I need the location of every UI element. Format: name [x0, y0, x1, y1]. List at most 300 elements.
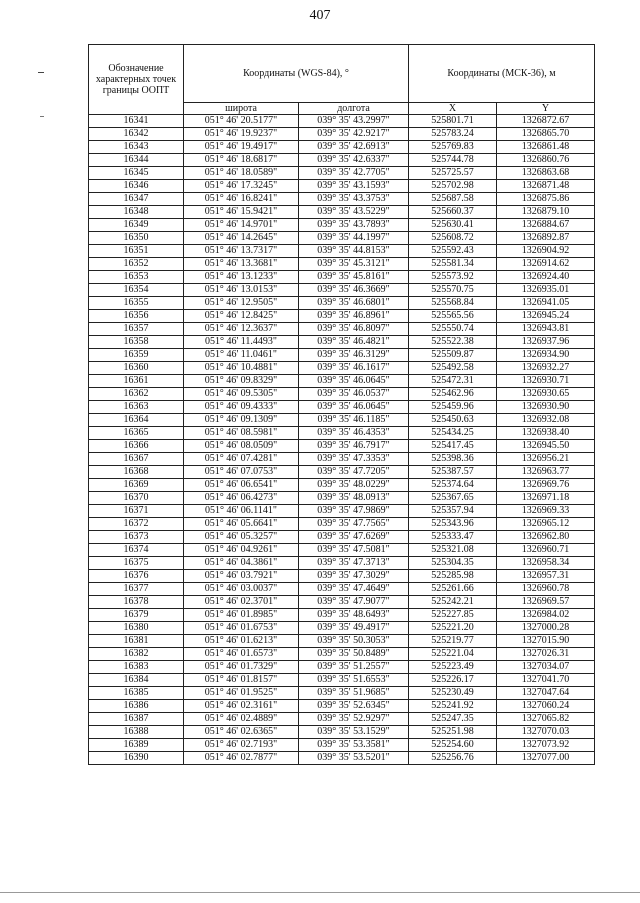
- y-cell: 1327065.82: [497, 713, 595, 726]
- table-row: [89, 206, 595, 219]
- x-cell: 525581.34: [409, 258, 497, 271]
- y-cell: 1326937.96: [497, 336, 595, 349]
- longitude-cell: 039° 35' 46.8097": [299, 323, 409, 336]
- x-cell: 525660.37: [409, 206, 497, 219]
- page-number: 407: [309, 8, 331, 23]
- y-cell: 1326860.76: [497, 154, 595, 167]
- longitude-cell: 039° 35' 47.9869": [299, 505, 409, 518]
- x-cell: 525357.94: [409, 505, 497, 518]
- y-cell: 1326875.86: [497, 193, 595, 206]
- point-id-cell: 16348: [89, 206, 184, 219]
- longitude-cell: 039° 35' 45.8161": [299, 271, 409, 284]
- table-row: [89, 687, 595, 700]
- point-id-cell: 16365: [89, 427, 184, 440]
- latitude-cell: 051° 46' 19.9237": [184, 128, 299, 141]
- point-id-cell: 16360: [89, 362, 184, 375]
- latitude-cell: 051° 46' 07.4281": [184, 453, 299, 466]
- x-cell: 525608.72: [409, 232, 497, 245]
- y-cell: 1326914.62: [497, 258, 595, 271]
- longitude-cell: 039° 35' 47.5081": [299, 544, 409, 557]
- x-cell: 525434.25: [409, 427, 497, 440]
- point-id-cell: 16375: [89, 557, 184, 570]
- x-cell: 525744.78: [409, 154, 497, 167]
- longitude-cell: 039° 35' 47.7205": [299, 466, 409, 479]
- latitude-cell: 051° 46' 11.0461": [184, 349, 299, 362]
- latitude-cell: 051° 46' 14.9701": [184, 219, 299, 232]
- latitude-cell: 051° 46' 09.4333": [184, 401, 299, 414]
- longitude-cell: 039° 35' 53.5201": [299, 752, 409, 765]
- y-cell: 1327060.24: [497, 700, 595, 713]
- y-cell: 1326861.48: [497, 141, 595, 154]
- point-id-cell: 16386: [89, 700, 184, 713]
- x-cell: 525725.57: [409, 167, 497, 180]
- longitude-cell: 039° 35' 43.1593": [299, 180, 409, 193]
- table-row: [89, 271, 595, 284]
- table-row: [89, 232, 595, 245]
- y-cell: 1326935.01: [497, 284, 595, 297]
- table-row: [89, 310, 595, 323]
- point-id-cell: 16347: [89, 193, 184, 206]
- table-row: [89, 752, 595, 765]
- longitude-cell: 039° 35' 47.9077": [299, 596, 409, 609]
- latitude-cell: 051° 46' 06.6541": [184, 479, 299, 492]
- x-cell: 525230.49: [409, 687, 497, 700]
- y-cell: 1326872.67: [497, 115, 595, 128]
- point-id-cell: 16373: [89, 531, 184, 544]
- x-cell: 525573.92: [409, 271, 497, 284]
- point-id-cell: 16382: [89, 648, 184, 661]
- y-cell: 1327077.00: [497, 752, 595, 765]
- longitude-cell: 039° 35' 46.1617": [299, 362, 409, 375]
- x-cell: 525219.77: [409, 635, 497, 648]
- x-cell: 525509.87: [409, 349, 497, 362]
- longitude-cell: 039° 35' 46.3669": [299, 284, 409, 297]
- y-cell: 1327070.03: [497, 726, 595, 739]
- latitude-cell: 051° 46' 09.1309": [184, 414, 299, 427]
- longitude-cell: 039° 35' 47.3353": [299, 453, 409, 466]
- table-row: [89, 362, 595, 375]
- table-row: [89, 167, 595, 180]
- point-id-cell: 16380: [89, 622, 184, 635]
- point-id-cell: 16381: [89, 635, 184, 648]
- longitude-cell: 039° 35' 43.3753": [299, 193, 409, 206]
- table-row: [89, 492, 595, 505]
- table-row: [89, 128, 595, 141]
- latitude-cell: 051° 46' 04.9261": [184, 544, 299, 557]
- longitude-cell: 039° 35' 44.8153": [299, 245, 409, 258]
- y-cell: 1326960.71: [497, 544, 595, 557]
- table-row: [89, 466, 595, 479]
- latitude-cell: 051° 46' 10.4881": [184, 362, 299, 375]
- y-cell: 1326969.57: [497, 596, 595, 609]
- table-row: [89, 440, 595, 453]
- point-id-cell: 16342: [89, 128, 184, 141]
- header-point-designation: Обозначение характерных точек границы ООПТ: [89, 45, 184, 115]
- point-id-cell: 16345: [89, 167, 184, 180]
- x-cell: 525565.56: [409, 310, 497, 323]
- table-row: [89, 726, 595, 739]
- header-wgs84: Координаты (WGS-84), °: [184, 45, 409, 103]
- y-cell: 1326956.21: [497, 453, 595, 466]
- x-cell: 525801.71: [409, 115, 497, 128]
- point-id-cell: 16383: [89, 661, 184, 674]
- table-row: [89, 284, 595, 297]
- x-cell: 525261.66: [409, 583, 497, 596]
- y-cell: 1326892.87: [497, 232, 595, 245]
- latitude-cell: 051° 46' 02.7877": [184, 752, 299, 765]
- longitude-cell: 039° 35' 47.3029": [299, 570, 409, 583]
- latitude-cell: 051° 46' 01.8985": [184, 609, 299, 622]
- point-id-cell: 16384: [89, 674, 184, 687]
- latitude-cell: 051° 46' 02.4889": [184, 713, 299, 726]
- margin-mark: [38, 72, 44, 73]
- y-cell: 1326863.68: [497, 167, 595, 180]
- y-cell: 1326943.81: [497, 323, 595, 336]
- x-cell: 525374.64: [409, 479, 497, 492]
- longitude-cell: 039° 35' 46.1185": [299, 414, 409, 427]
- x-cell: 525367.65: [409, 492, 497, 505]
- table-row: [89, 596, 595, 609]
- point-id-cell: 16374: [89, 544, 184, 557]
- latitude-cell: 051° 46' 15.9421": [184, 206, 299, 219]
- latitude-cell: 051° 46' 13.7317": [184, 245, 299, 258]
- longitude-cell: 039° 35' 48.0913": [299, 492, 409, 505]
- y-cell: 1326879.10: [497, 206, 595, 219]
- header-latitude: широта: [184, 103, 299, 115]
- table-row: [89, 479, 595, 492]
- latitude-cell: 051° 46' 05.3257": [184, 531, 299, 544]
- latitude-cell: 051° 46' 01.6753": [184, 622, 299, 635]
- table-row: [89, 154, 595, 167]
- x-cell: 525570.75: [409, 284, 497, 297]
- longitude-cell: 039° 35' 46.8961": [299, 310, 409, 323]
- x-cell: 525321.08: [409, 544, 497, 557]
- y-cell: 1326963.77: [497, 466, 595, 479]
- x-cell: 525241.92: [409, 700, 497, 713]
- latitude-cell: 051° 46' 01.6573": [184, 648, 299, 661]
- y-cell: 1326932.08: [497, 414, 595, 427]
- table-row: [89, 713, 595, 726]
- x-cell: 525221.04: [409, 648, 497, 661]
- point-id-cell: 16388: [89, 726, 184, 739]
- point-id-cell: 16344: [89, 154, 184, 167]
- latitude-cell: 051° 46' 17.3245": [184, 180, 299, 193]
- x-cell: 525769.83: [409, 141, 497, 154]
- x-cell: 525783.24: [409, 128, 497, 141]
- point-id-cell: 16368: [89, 466, 184, 479]
- table-row: [89, 193, 595, 206]
- table-row: [89, 323, 595, 336]
- x-cell: 525450.63: [409, 414, 497, 427]
- latitude-cell: 051° 46' 09.5305": [184, 388, 299, 401]
- point-id-cell: 16357: [89, 323, 184, 336]
- table-row: [89, 544, 595, 557]
- longitude-cell: 039° 35' 47.3713": [299, 557, 409, 570]
- x-cell: 525304.35: [409, 557, 497, 570]
- y-cell: 1327041.70: [497, 674, 595, 687]
- table-row: [89, 401, 595, 414]
- longitude-cell: 039° 35' 47.7565": [299, 518, 409, 531]
- longitude-cell: 039° 35' 48.6493": [299, 609, 409, 622]
- latitude-cell: 051° 46' 13.3681": [184, 258, 299, 271]
- table-row: [89, 518, 595, 531]
- footer-divider: [0, 892, 640, 893]
- table-row: [89, 622, 595, 635]
- point-id-cell: 16377: [89, 583, 184, 596]
- table-row: [89, 453, 595, 466]
- point-id-cell: 16356: [89, 310, 184, 323]
- y-cell: 1327015.90: [497, 635, 595, 648]
- x-cell: 525550.74: [409, 323, 497, 336]
- latitude-cell: 051° 46' 02.7193": [184, 739, 299, 752]
- y-cell: 1326945.24: [497, 310, 595, 323]
- y-cell: 1327034.07: [497, 661, 595, 674]
- point-id-cell: 16350: [89, 232, 184, 245]
- latitude-cell: 051° 46' 13.0153": [184, 284, 299, 297]
- y-cell: 1326984.02: [497, 609, 595, 622]
- latitude-cell: 051° 46' 09.8329": [184, 375, 299, 388]
- longitude-cell: 039° 35' 51.9685": [299, 687, 409, 700]
- table-row: [89, 375, 595, 388]
- x-cell: 525417.45: [409, 440, 497, 453]
- x-cell: 525387.57: [409, 466, 497, 479]
- y-cell: 1326930.90: [497, 401, 595, 414]
- x-cell: 525568.84: [409, 297, 497, 310]
- point-id-cell: 16359: [89, 349, 184, 362]
- point-id-cell: 16372: [89, 518, 184, 531]
- table-row: [89, 297, 595, 310]
- y-cell: 1327000.28: [497, 622, 595, 635]
- y-cell: 1326960.78: [497, 583, 595, 596]
- point-id-cell: 16379: [89, 609, 184, 622]
- table-row: [89, 739, 595, 752]
- point-id-cell: 16387: [89, 713, 184, 726]
- longitude-cell: 039° 35' 46.3129": [299, 349, 409, 362]
- point-id-cell: 16367: [89, 453, 184, 466]
- point-id-cell: 16351: [89, 245, 184, 258]
- x-cell: 525242.21: [409, 596, 497, 609]
- longitude-cell: 039° 35' 44.1997": [299, 232, 409, 245]
- latitude-cell: 051° 46' 18.6817": [184, 154, 299, 167]
- latitude-cell: 051° 46' 08.5981": [184, 427, 299, 440]
- longitude-cell: 039° 35' 51.6553": [299, 674, 409, 687]
- x-cell: 525522.38: [409, 336, 497, 349]
- longitude-cell: 039° 35' 52.9297": [299, 713, 409, 726]
- table-row: [89, 531, 595, 544]
- x-cell: 525247.35: [409, 713, 497, 726]
- x-cell: 525254.60: [409, 739, 497, 752]
- latitude-cell: 051° 46' 06.1141": [184, 505, 299, 518]
- y-cell: 1326930.65: [497, 388, 595, 401]
- header-x: X: [409, 103, 497, 115]
- longitude-cell: 039° 35' 47.6269": [299, 531, 409, 544]
- table-row: [89, 427, 595, 440]
- y-cell: 1326932.27: [497, 362, 595, 375]
- latitude-cell: 051° 46' 06.4273": [184, 492, 299, 505]
- point-id-cell: 16389: [89, 739, 184, 752]
- longitude-cell: 039° 35' 46.7917": [299, 440, 409, 453]
- longitude-cell: 039° 35' 51.2557": [299, 661, 409, 674]
- y-cell: 1327047.64: [497, 687, 595, 700]
- table-row: [89, 570, 595, 583]
- point-id-cell: 16369: [89, 479, 184, 492]
- point-id-cell: 16378: [89, 596, 184, 609]
- latitude-cell: 051° 46' 11.4493": [184, 336, 299, 349]
- longitude-cell: 039° 35' 53.1529": [299, 726, 409, 739]
- point-id-cell: 16349: [89, 219, 184, 232]
- y-cell: 1326930.71: [497, 375, 595, 388]
- point-id-cell: 16363: [89, 401, 184, 414]
- longitude-cell: 039° 35' 52.6345": [299, 700, 409, 713]
- latitude-cell: 051° 46' 12.8425": [184, 310, 299, 323]
- table-row: [89, 661, 595, 674]
- point-id-cell: 16376: [89, 570, 184, 583]
- latitude-cell: 051° 46' 12.3637": [184, 323, 299, 336]
- longitude-cell: 039° 35' 50.8489": [299, 648, 409, 661]
- y-cell: 1326941.05: [497, 297, 595, 310]
- table-body: [89, 115, 595, 765]
- x-cell: 525333.47: [409, 531, 497, 544]
- longitude-cell: 039° 35' 42.7705": [299, 167, 409, 180]
- y-cell: 1326969.33: [497, 505, 595, 518]
- y-cell: 1326924.40: [497, 271, 595, 284]
- point-id-cell: 16355: [89, 297, 184, 310]
- latitude-cell: 051° 46' 02.3161": [184, 700, 299, 713]
- table-row: [89, 115, 595, 128]
- table-row: [89, 635, 595, 648]
- table-row: [89, 388, 595, 401]
- x-cell: 525462.96: [409, 388, 497, 401]
- header-msk36: Координаты (МСК-36), м: [409, 45, 595, 103]
- y-cell: 1326969.76: [497, 479, 595, 492]
- point-id-cell: 16343: [89, 141, 184, 154]
- longitude-cell: 039° 35' 43.2997": [299, 115, 409, 128]
- table-row: [89, 219, 595, 232]
- longitude-cell: 039° 35' 46.0645": [299, 401, 409, 414]
- longitude-cell: 039° 35' 47.4649": [299, 583, 409, 596]
- longitude-cell: 039° 35' 45.3121": [299, 258, 409, 271]
- longitude-cell: 039° 35' 46.4353": [299, 427, 409, 440]
- y-cell: 1327073.92: [497, 739, 595, 752]
- table-row: [89, 557, 595, 570]
- table-row: [89, 505, 595, 518]
- point-id-cell: 16353: [89, 271, 184, 284]
- x-cell: 525472.31: [409, 375, 497, 388]
- table-row: [89, 349, 595, 362]
- point-id-cell: 16366: [89, 440, 184, 453]
- table-row: [89, 336, 595, 349]
- x-cell: 525226.17: [409, 674, 497, 687]
- table-row: [89, 180, 595, 193]
- point-id-cell: 16346: [89, 180, 184, 193]
- latitude-cell: 051° 46' 13.1233": [184, 271, 299, 284]
- longitude-cell: 039° 35' 46.0645": [299, 375, 409, 388]
- x-cell: 525492.58: [409, 362, 497, 375]
- latitude-cell: 051° 46' 04.3861": [184, 557, 299, 570]
- x-cell: 525592.43: [409, 245, 497, 258]
- latitude-cell: 051° 46' 18.0589": [184, 167, 299, 180]
- y-cell: 1326938.40: [497, 427, 595, 440]
- point-id-cell: 16341: [89, 115, 184, 128]
- longitude-cell: 039° 35' 42.6337": [299, 154, 409, 167]
- y-cell: 1326871.48: [497, 180, 595, 193]
- latitude-cell: 051° 46' 01.7329": [184, 661, 299, 674]
- y-cell: 1326958.34: [497, 557, 595, 570]
- y-cell: 1326957.31: [497, 570, 595, 583]
- x-cell: 525227.85: [409, 609, 497, 622]
- table-row: [89, 674, 595, 687]
- point-id-cell: 16385: [89, 687, 184, 700]
- longitude-cell: 039° 35' 42.9217": [299, 128, 409, 141]
- x-cell: 525221.20: [409, 622, 497, 635]
- x-cell: 525630.41: [409, 219, 497, 232]
- latitude-cell: 051° 46' 19.4917": [184, 141, 299, 154]
- x-cell: 525223.49: [409, 661, 497, 674]
- x-cell: 525459.96: [409, 401, 497, 414]
- latitude-cell: 051° 46' 02.6365": [184, 726, 299, 739]
- longitude-cell: 039° 35' 42.6913": [299, 141, 409, 154]
- point-id-cell: 16362: [89, 388, 184, 401]
- point-id-cell: 16358: [89, 336, 184, 349]
- table-row: [89, 648, 595, 661]
- longitude-cell: 039° 35' 49.4917": [299, 622, 409, 635]
- table-row: [89, 700, 595, 713]
- x-cell: 525285.98: [409, 570, 497, 583]
- point-id-cell: 16370: [89, 492, 184, 505]
- point-id-cell: 16390: [89, 752, 184, 765]
- latitude-cell: 051° 46' 01.8157": [184, 674, 299, 687]
- x-cell: 525251.98: [409, 726, 497, 739]
- latitude-cell: 051° 46' 08.0509": [184, 440, 299, 453]
- longitude-cell: 039° 35' 43.5229": [299, 206, 409, 219]
- coordinates-table: [88, 44, 595, 765]
- y-cell: 1326962.80: [497, 531, 595, 544]
- y-cell: 1326965.12: [497, 518, 595, 531]
- longitude-cell: 039° 35' 50.3053": [299, 635, 409, 648]
- y-cell: 1327026.31: [497, 648, 595, 661]
- y-cell: 1326884.67: [497, 219, 595, 232]
- latitude-cell: 051° 46' 05.6641": [184, 518, 299, 531]
- y-cell: 1326904.92: [497, 245, 595, 258]
- point-id-cell: 16354: [89, 284, 184, 297]
- point-id-cell: 16364: [89, 414, 184, 427]
- latitude-cell: 051° 46' 20.5177": [184, 115, 299, 128]
- x-cell: 525343.96: [409, 518, 497, 531]
- header-y: Y: [497, 103, 595, 115]
- x-cell: 525687.58: [409, 193, 497, 206]
- header-longitude: долгота: [299, 103, 409, 115]
- longitude-cell: 039° 35' 46.4821": [299, 336, 409, 349]
- latitude-cell: 051° 46' 01.6213": [184, 635, 299, 648]
- x-cell: 525256.76: [409, 752, 497, 765]
- latitude-cell: 051° 46' 03.7921": [184, 570, 299, 583]
- point-id-cell: 16352: [89, 258, 184, 271]
- latitude-cell: 051° 46' 16.8241": [184, 193, 299, 206]
- longitude-cell: 039° 35' 46.0537": [299, 388, 409, 401]
- y-cell: 1326945.50: [497, 440, 595, 453]
- longitude-cell: 039° 35' 46.6801": [299, 297, 409, 310]
- latitude-cell: 051° 46' 14.2645": [184, 232, 299, 245]
- x-cell: 525702.98: [409, 180, 497, 193]
- x-cell: 525398.36: [409, 453, 497, 466]
- table-row: [89, 414, 595, 427]
- latitude-cell: 051° 46' 01.9525": [184, 687, 299, 700]
- longitude-cell: 039° 35' 53.3581": [299, 739, 409, 752]
- longitude-cell: 039° 35' 43.7893": [299, 219, 409, 232]
- table-row: [89, 583, 595, 596]
- table-row: [89, 609, 595, 622]
- point-id-cell: 16371: [89, 505, 184, 518]
